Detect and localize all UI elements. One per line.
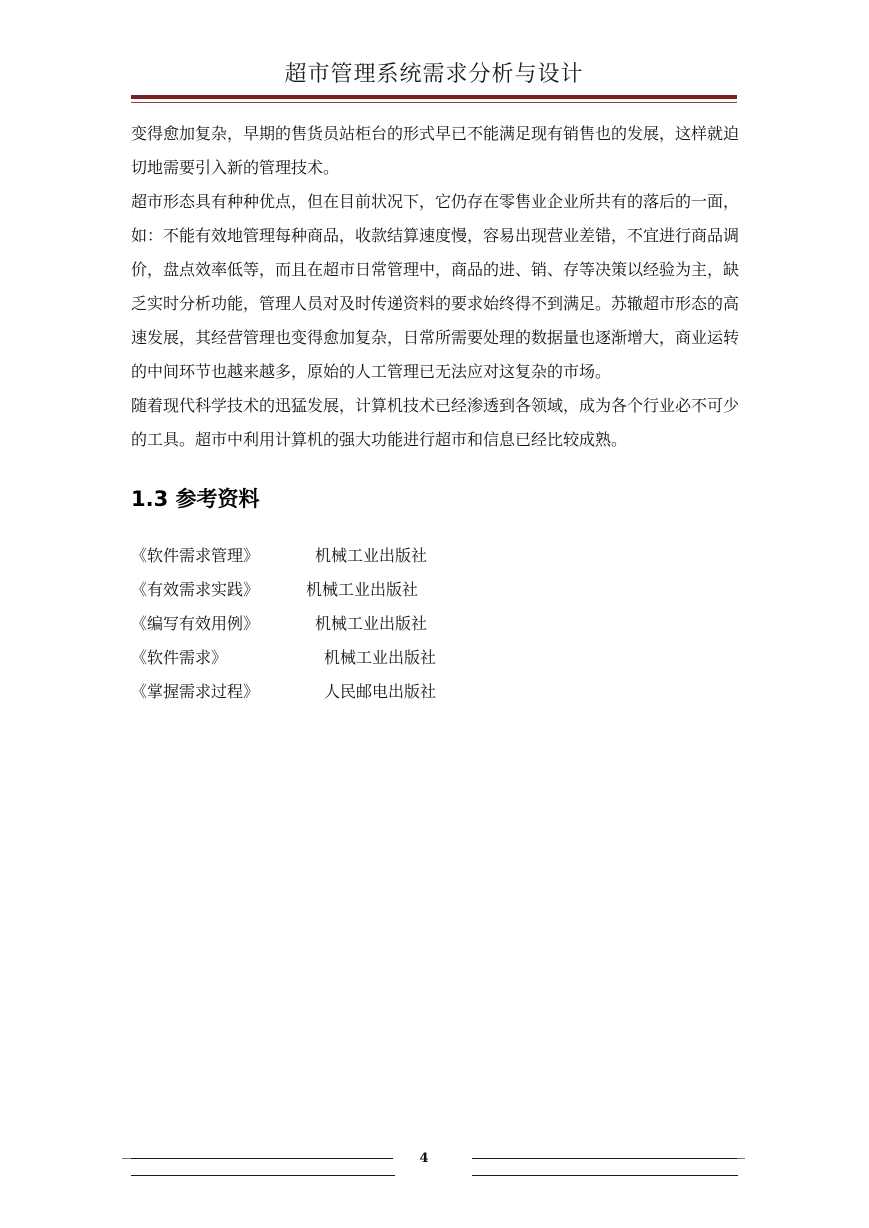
footer-rule-right-bottom bbox=[472, 1175, 738, 1176]
reference-title: 《软件需求》 bbox=[131, 648, 228, 667]
reference-title: 《掌握需求过程》 bbox=[131, 682, 260, 701]
paragraph-3: 随着现代科学技术的迅猛发展，计算机技术已经渗透到各领域，成为各个行业必不可少的工具。超市中利用计算机的强大功能进行超市和信息已经比较成熟。 bbox=[131, 396, 740, 449]
footer-rule-right-top bbox=[472, 1158, 738, 1159]
header-rule-thick bbox=[131, 95, 737, 99]
reference-item bbox=[131, 573, 739, 607]
footer-rule-left-bottom bbox=[131, 1175, 395, 1176]
reference-item bbox=[131, 641, 739, 675]
footer-accent-right bbox=[737, 1158, 745, 1159]
page-header-title: 超市管理系统需求分析与设计 bbox=[284, 62, 584, 87]
header-rule-thin bbox=[131, 102, 737, 103]
document-body bbox=[131, 117, 739, 709]
reference-publisher: 机械工业出版社 bbox=[306, 580, 419, 599]
reference-item bbox=[131, 675, 739, 709]
page-number: 4 bbox=[419, 1151, 429, 1166]
reference-title: 《有效需求实践》 bbox=[131, 580, 260, 599]
reference-publisher: 机械工业出版社 bbox=[324, 648, 437, 667]
paragraph-2: 超市形态具有种种优点，但在目前状况下，它仍存在零售业企业所共有的落后的一面，如：不能有效地管理每种商品，收款结算速度慢，容易出现营业差错，不宜进行商品调价，盘点效率低等，而且在超市日常管理中，商品的进、销、存等决策以经验为主，缺乏实时分析功能，管理人员对及时传递资料的要求始终得不到满足。苏辙超市形态的高速发展，其经营管理也变得愈加复杂，日常所需要处理的数据量也逐渐增大，商业运转的中间环节也越来越多，原始的人工管理已无法应对这复杂的市场。 bbox=[131, 192, 740, 381]
reference-list bbox=[131, 539, 739, 709]
reference-item bbox=[131, 607, 739, 641]
reference-item bbox=[131, 539, 739, 573]
section-heading-references: 1.3 参考资料 bbox=[131, 487, 260, 511]
footer-rule-left-top bbox=[131, 1158, 393, 1159]
reference-title: 《软件需求管理》 bbox=[131, 546, 260, 565]
reference-publisher: 机械工业出版社 bbox=[315, 614, 428, 633]
paragraph-1: 变得愈加复杂，早期的售货员站柜台的形式早已不能满足现有销售也的发展，这样就迫切地需要引入新的管理技术。 bbox=[131, 124, 740, 177]
reference-publisher: 人民邮电出版社 bbox=[324, 682, 437, 701]
reference-title: 《编写有效用例》 bbox=[131, 614, 260, 633]
reference-publisher: 机械工业出版社 bbox=[315, 546, 428, 565]
